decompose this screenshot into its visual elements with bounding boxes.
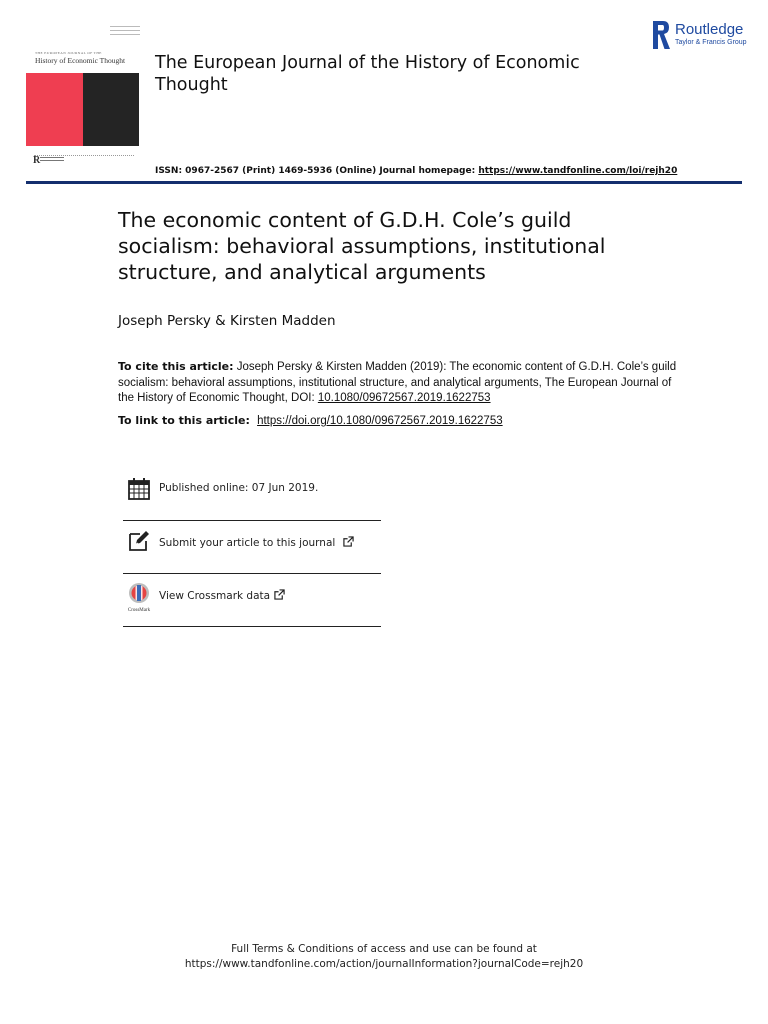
crossmark-text: View Crossmark data (159, 590, 271, 602)
terms-url[interactable]: https://www.tandfonline.com/action/journalInformation?journalCode=rejh20 (184, 958, 584, 970)
citation-text: Joseph Persky & Kirsten Madden (2019): The economic content of G.D.H. Cole’s guild socialism: behavioral assumptions, institutional structure, and analytical arguments, The European Journal of the History of Economic Thought, DOI: (118, 361, 677, 404)
cover-kicker: THE EUROPEAN JOURNAL OF THE (35, 51, 102, 55)
crossmark-link[interactable] (159, 589, 285, 602)
submit-article-link[interactable] (159, 536, 354, 549)
routledge-logo (653, 21, 753, 51)
article-link-line (118, 413, 678, 429)
published-online-text: Published online: 07 Jun 2019. (159, 482, 319, 494)
external-link-icon (274, 589, 285, 600)
cover-journal-name: History of Economic Thought (35, 56, 126, 65)
crossmark-icon (127, 582, 151, 604)
calendar-icon (127, 477, 151, 501)
citation-doi-link[interactable]: 10.1080/09672567.2019.1622753 (317, 392, 491, 404)
journal-cover-thumbnail (25, 22, 141, 144)
publisher-name: Routledge (675, 21, 744, 38)
crossmark-logo (127, 582, 151, 612)
terms-footer (0, 942, 768, 972)
crossmark-logo-text: CrossMark (127, 608, 151, 613)
submit-article-row[interactable] (123, 521, 381, 574)
citation-label: To cite this article: (118, 360, 234, 373)
header-divider (26, 181, 742, 184)
cover-issn-block (110, 26, 140, 40)
article-title: The economic content of G.D.H. Cole’s guild socialism: behavioral assumptions, institutional structure, and analytical arguments (118, 208, 606, 284)
crossmark-row[interactable] (123, 574, 381, 627)
article-authors: Joseph Persky & Kirsten Madden (118, 313, 336, 329)
external-link-icon (343, 536, 354, 547)
terms-line: Full Terms & Conditions of access and use can be found at (231, 943, 537, 955)
publisher-group: Taylor & Francis Group (675, 39, 747, 46)
issn-text: ISSN: 0967-2567 (Print) 1469-5936 (Online) Journal homepage: (155, 166, 476, 176)
article-link-label: To link to this article: (118, 414, 250, 427)
routledge-r-icon (653, 21, 670, 49)
article-doi-url[interactable]: https://doi.org/10.1080/09672567.2019.1622753 (257, 415, 503, 427)
published-online-row (123, 468, 381, 521)
citation-block (118, 359, 678, 407)
cover-black-block (83, 73, 139, 146)
edit-icon (127, 529, 151, 553)
submit-article-text: Submit your article to this journal (159, 537, 336, 549)
cover-red-block (26, 73, 83, 146)
journal-homepage-link[interactable]: https://www.tandfonline.com/loi/rejh20 (478, 166, 678, 176)
journal-title: The European Journal of the History of Economic Thought (155, 53, 580, 95)
issn-line (155, 166, 677, 176)
small-routledge-logo: R (33, 156, 67, 166)
